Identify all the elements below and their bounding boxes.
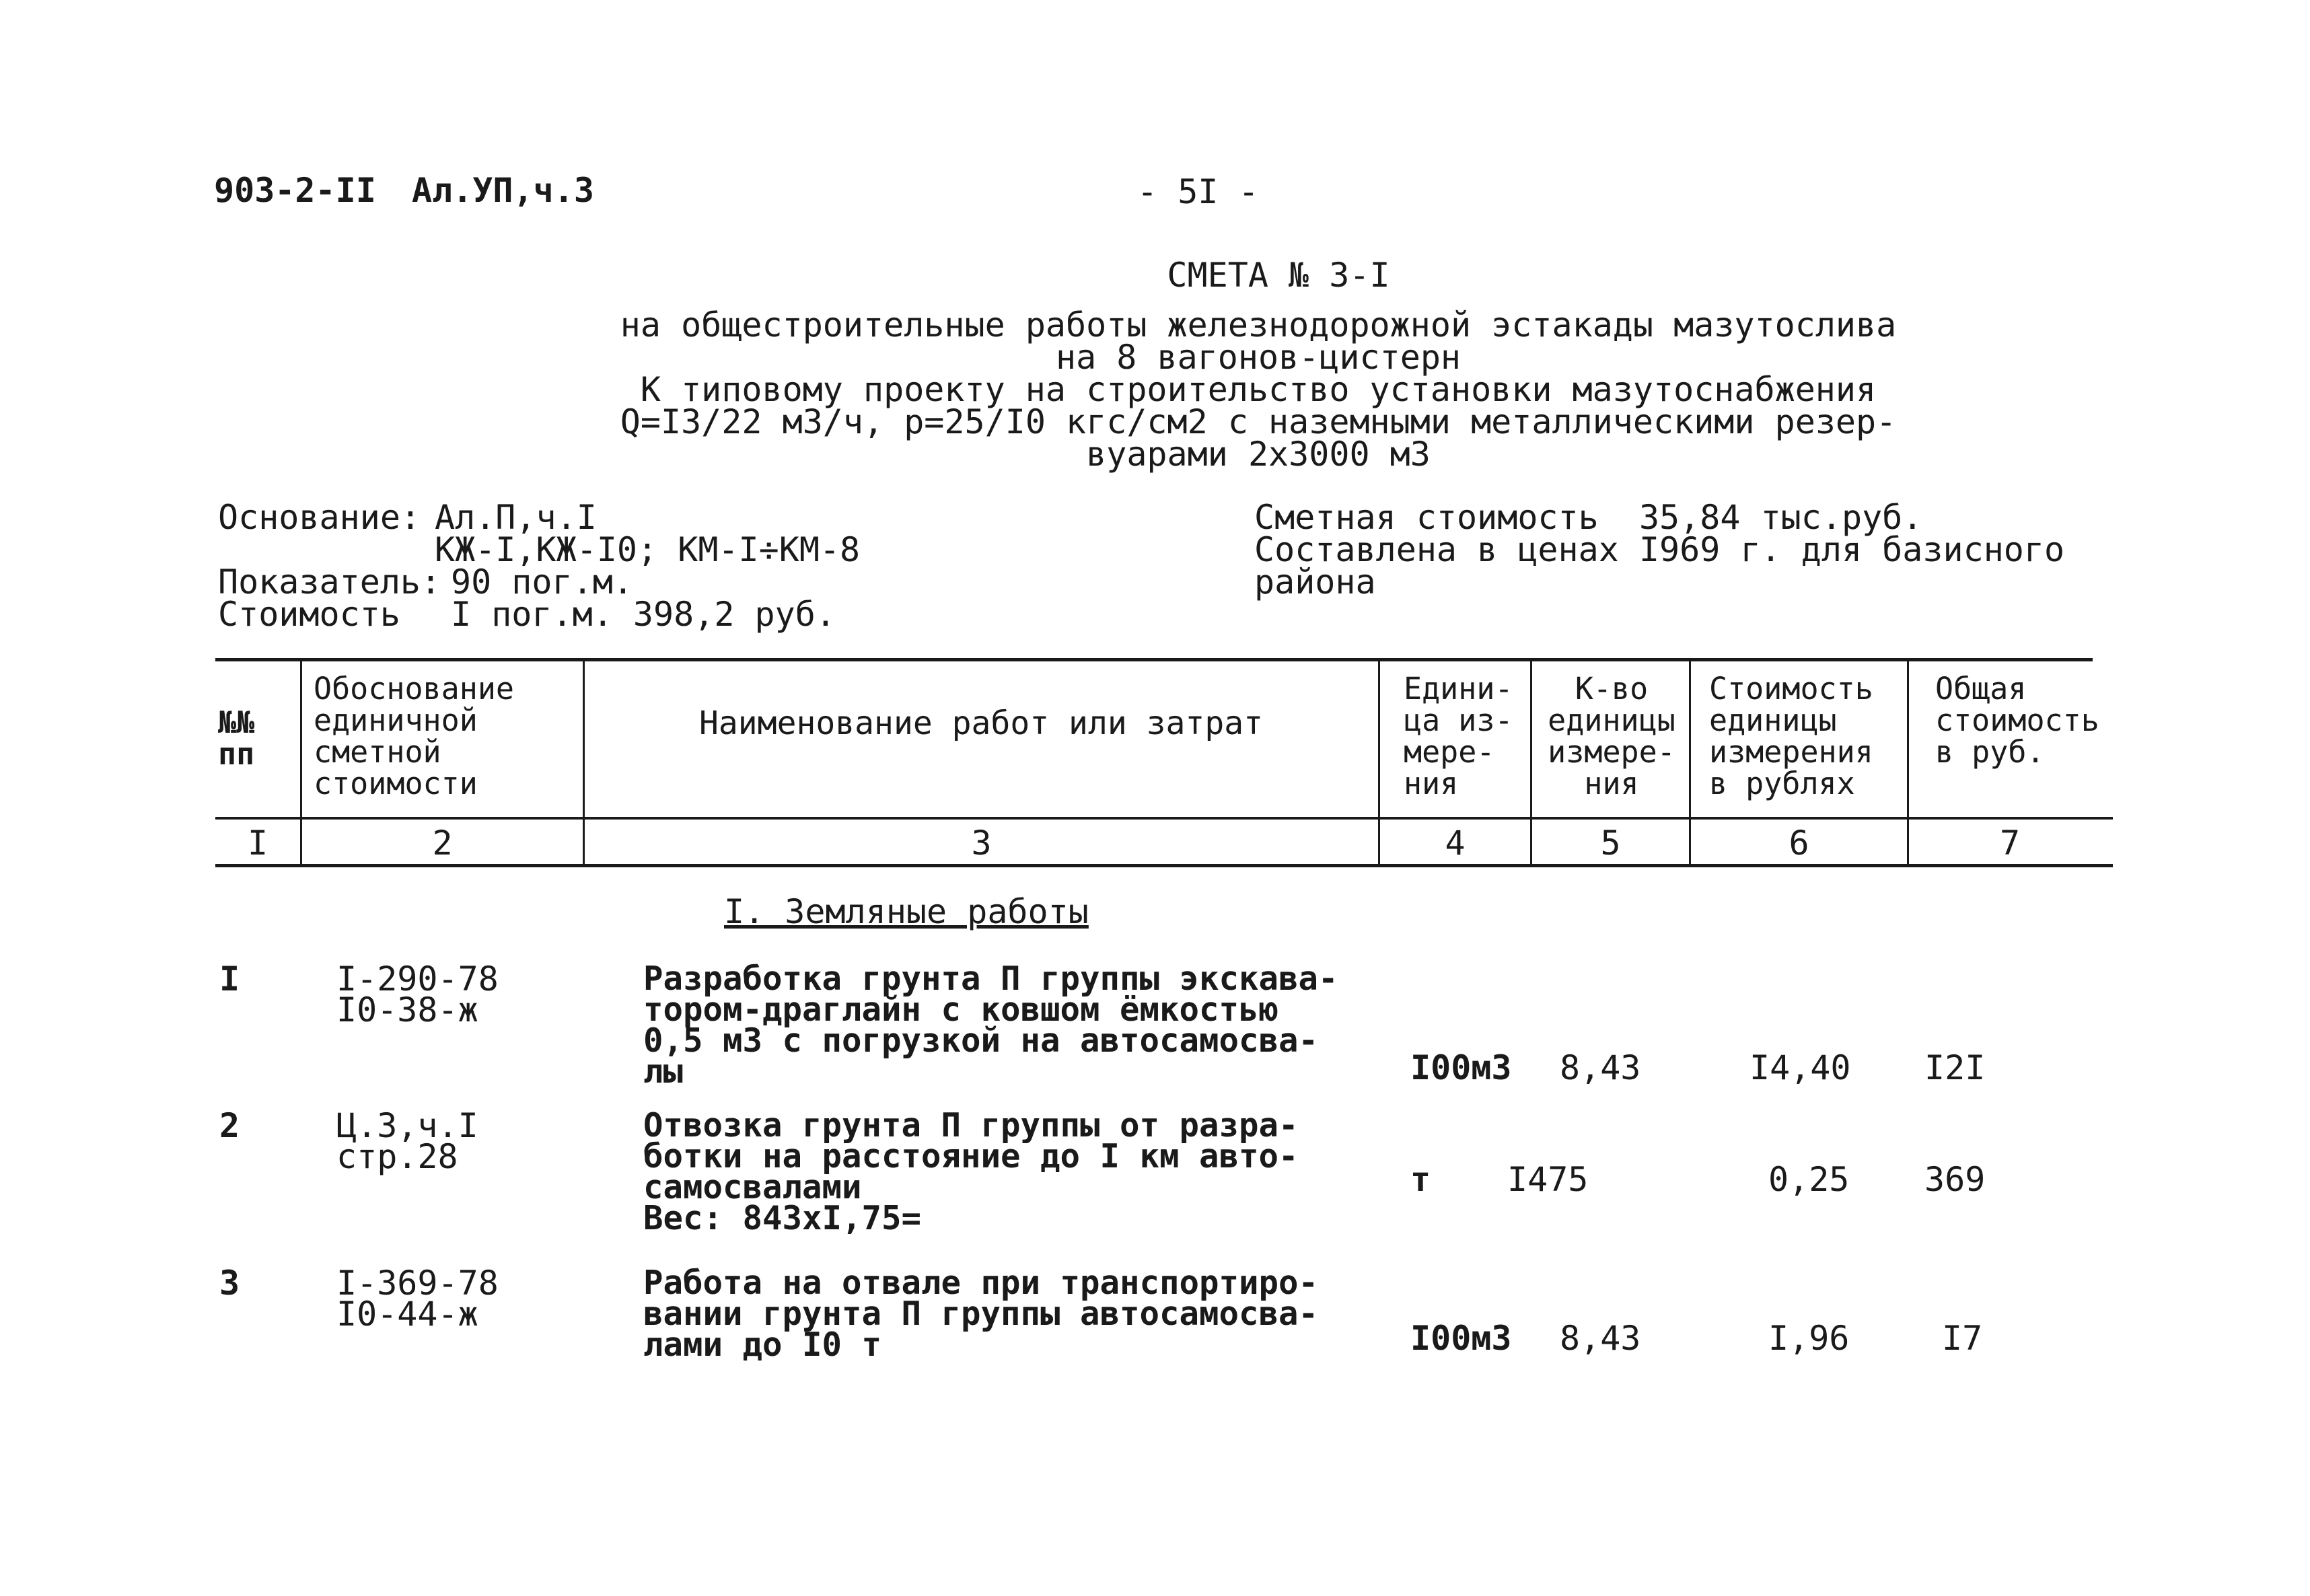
cost-value: I пог.м. 398,2 руб. xyxy=(451,595,836,634)
table-top-rule xyxy=(215,658,2093,661)
row-3-num: 3 xyxy=(219,1264,240,1303)
title-line-3: К типовому проекту на строительство установки мазутоснабжения xyxy=(640,370,1877,409)
row-2-name: Отвозка грунта П группы от разра- ботки на расстояние до I км авто- самосвалами Вес: 843хI,75= xyxy=(643,1106,1299,1237)
colnum-3: 3 xyxy=(971,824,992,863)
row-3-name: Работа на отвале при транспортиро- вании грунта П группы автосамосва- лами до I0 т xyxy=(643,1264,1319,1364)
doc-number: 903-2-II xyxy=(214,171,376,210)
estimate-heading: СМЕТА № 3-I xyxy=(1167,256,1390,295)
indicator-value: 90 пог.м. xyxy=(451,563,633,602)
basis-line-2: КЖ-I,КЖ-I0; КМ-I÷КМ-8 xyxy=(435,530,861,569)
section-title xyxy=(724,892,1089,931)
row-3-unit: I00м3 xyxy=(1410,1319,1512,1358)
colnum-7: 7 xyxy=(1999,824,2021,863)
header-total: Общая стоимость в руб. xyxy=(1935,671,2099,770)
header-unit: Едини- ца из- мере- ния xyxy=(1404,671,1513,801)
header-bottom-rule xyxy=(215,817,2113,820)
estimated-cost: Сметная стоимость 35,84 тыс.руб. xyxy=(1254,498,1923,537)
title-line-4: Q=I3/22 м3/ч, р=25/I0 кгс/см2 с наземными металлическими резер- xyxy=(620,402,1897,441)
basis-line-1: Ал.П,ч.I xyxy=(435,498,597,537)
basis-label: Основание: xyxy=(218,498,421,537)
row-2-qty: I475 xyxy=(1507,1160,1589,1199)
row-1-qty: 8,43 xyxy=(1560,1048,1641,1087)
row-3-total: I7 xyxy=(1942,1319,1983,1358)
header-unit-price: Стоимость единицы измерения в рублях xyxy=(1709,671,1873,801)
row-1-total: I2I xyxy=(1924,1048,1986,1087)
row-1-basis: I-290-78 I0-38-ж xyxy=(336,959,499,1029)
colnum-5: 5 xyxy=(1600,824,1621,863)
row-3-qty: 8,43 xyxy=(1560,1319,1641,1358)
row-1-num: I xyxy=(219,959,240,999)
colnum-4: 4 xyxy=(1445,824,1466,863)
prices-line-2: района xyxy=(1254,563,1376,602)
colnum-bottom-rule xyxy=(215,864,2113,867)
colnum-6: 6 xyxy=(1789,824,1809,863)
prices-line-1: Составлена в ценах I969 г. для базисного xyxy=(1254,530,2065,569)
row-2-basis: Ц.3,ч.I стр.28 xyxy=(336,1106,478,1176)
header-qty: К-во единицы измере- ния xyxy=(1548,671,1675,801)
title-line-5: вуарами 2х3000 м3 xyxy=(1086,435,1431,474)
header-num: №№ пп xyxy=(218,704,255,772)
row-2-total: 369 xyxy=(1924,1160,1986,1199)
row-3-price: I,96 xyxy=(1768,1319,1850,1358)
row-2-num: 2 xyxy=(219,1106,240,1145)
colnum-1: I xyxy=(247,824,268,863)
header-work-name: Наименование работ или затрат xyxy=(698,704,1264,742)
row-1-name: Разработка грунта П группы экскава- тором-драглайн с ковшом ёмкостью 0,5 м3 с погрузкой на автосамосва- лы xyxy=(643,959,1338,1091)
cost-label: Стоимость xyxy=(218,595,400,634)
indicator-label: Показатель: xyxy=(218,563,441,602)
row-1-unit: I00м3 xyxy=(1410,1048,1512,1087)
page-number: - 5I - xyxy=(1137,172,1259,211)
row-2-unit: т xyxy=(1410,1160,1431,1199)
header-basis: Обоснование единичной сметной стоимости xyxy=(314,671,515,801)
album-ref: Ал.УП,ч.3 xyxy=(412,171,594,210)
section-title-text: I. Земляные работы xyxy=(724,892,1089,931)
row-2-price: 0,25 xyxy=(1768,1160,1850,1199)
title-line-1: на общестроительные работы железнодорожной эстакады мазутослива xyxy=(620,305,1897,344)
row-1-price: I4,40 xyxy=(1749,1048,1851,1087)
colnum-2: 2 xyxy=(432,824,453,863)
title-line-2: на 8 вагонов-цистерн xyxy=(1055,338,1461,377)
row-3-basis: I-369-78 I0-44-ж xyxy=(336,1264,499,1334)
